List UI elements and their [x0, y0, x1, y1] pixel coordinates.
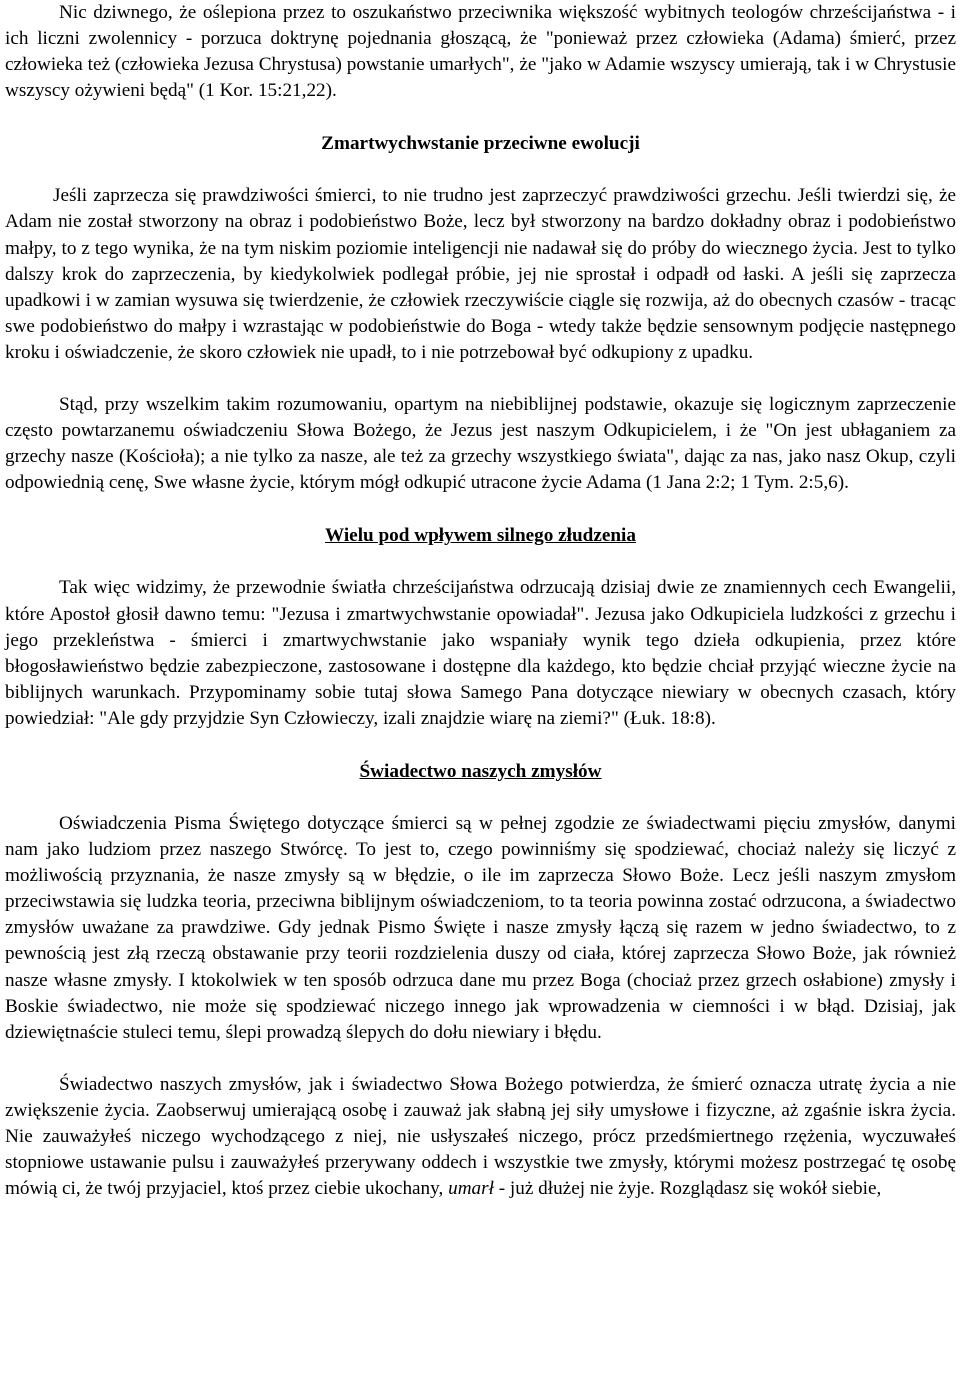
paragraph-redeemer: Stąd, przy wszelkim takim rozumowaniu, opartym na niebiblijnej podstawie, okazuje się logicznym zaprzeczenie często powtarzanemu oświadczeniu Słowa Bożego, że Jezus jest naszym Odkupicielem, i że "On jest ubłaganiem za grzechy nasze (Kościoła); a nie tylko za nasze, ale też za grzechy wszystkiego świata", dając za nas, jako nasz Okup, czyli odpowiednią cenę, Swe własne życie, którym mógł odkupić utracone życie Adama (1 Jana 2:2; 1 Tym. 2:5,6).	[5, 394, 956, 494]
paragraph-death-and-sin: Jeśli zaprzecza się prawdziwości śmierci, to nie trudno jest zaprzeczyć prawdziwości grzechu. Jeśli twierdzi się, że Adam nie został stworzony na obraz i podobieństwo Boże, lecz był stworzony na bardzo dokładny obraz i podobieństwo małpy, to z tego wynika, że na tym niskim poziomie inteligencji nie nadawał się do próby do wiecznego życia. Jest to tylko dalszy krok do zaprzeczenia, by kiedykolwiek podlegał próbie, jej nie sprostał i odpadł od łaski. A jeśli się zaprzecza upadkowi i w zamian wysuwa się twierdzenie, że człowiek rzeczywiście ciągle się rozwija, aż do obecnych czasów - tracąc swe podobieństwo do małpy i wzrastając w podobieństwie do Boga - wtedy także będzie sensownym podjęcie następnego kroku i oświadczenie, że skoro człowiek nie upadł, to i nie potrzebował być odkupiony z upadku.	[5, 185, 956, 363]
paragraph-gospel-features: Tak więc widzimy, że przewodnie światła chrześcijaństwa odrzucają dzisiaj dwie ze znamiennych cech Ewangelii, które Apostoł głosił dawno temu: "Jezusa i zmartwychwstanie opowiadał". Jezusa jako Odkupiciela ludzkości z grzechu i jego przekleństwa - śmierci i zmartwychwstanie jako wspaniały wynik tego dzieła odkupienia, przez które błogosławieństwo będzie zabezpieczone, zastosowane i dostępne dla każdego, kto będzie chciał przyjąć wieczne życie na biblijnych warunkach. Przypominamy sobie tutaj słowa Samego Pana dotyczące niewiary w obecnych czasach, który powiedział: "Ale gdy przyjdzie Syn Człowieczy, izali znajdzie wiarę na ziemi?" (Łuk. 18:8).	[5, 577, 956, 729]
paragraph-death-observed-part-1: Świadectwo naszych zmysłów, jak i świadectwo Słowa Bożego potwierdza, że śmierć oznacza utratę życia a nie zwiększenie życia. Zaobserwuj umierającą osobę i zauważ jak słabną jej siły umysłowe i fizyczne, aż zgaśnie iskra życia. Nie zauważyłeś niczego wychodzącego z niej, nie usłyszałeś niczego, prócz przedśmiertnego rzężenia, wyczuwałeś stopniowe ustawanie pulsu i zauważyłeś przerywany oddech i wszystkie twe zmysły, którymi możesz postrzegać tę osobę mówią ci, że twój przyjaciel, ktoś przez ciebie ukochany,	[5, 1073, 956, 1200]
heading-resurrection-vs-evolution: Zmartwychwstanie przeciwne ewolucji	[321, 133, 640, 155]
emphasis-died: umarł	[448, 1178, 494, 1200]
paragraph-intro: Nic dziwnego, że oślepiona przez to oszukaństwo przeciwnika większość wybitnych teologów chrześcijaństwa - i ich liczni zwolennicy - porzuca doktrynę pojednania głoszącą, że "ponieważ przez człowieka (Adama) śmierć, przez człowieka też (człowieka Jezusa Chrystusa) powstanie umarłych", że "jako w Adamie wszyscy umierają, tak i w Chrystusie wszyscy ożywieni będą" (1 Kor. 15:21,22).	[5, 2, 956, 102]
heading-strong-delusion: Wielu pod wpływem silnego złudzenia	[325, 525, 636, 547]
paragraph-five-senses: Oświadczenia Pisma Świętego dotyczące śmierci są w pełnej zgodzie ze świadectwami pięciu zmysłów, danymi nam jako ludziom przez naszego Stwórcę. To jest to, czego powinniśmy się spodziewać, chociaż należy się liczyć z możliwością przyznania, że nasze zmysły są w błędzie, o ile im zaprzecza Słowo Boże. Lecz jeśli naszym zmysłom przeciwstawia się ludzka teoria, przeciwna biblijnym oświadczeniom, to ta teoria powinna zostać odrzucona, a świadectwo zmysłów uważane za prawdziwe. Gdy jednak Pismo Święte i nasze zmysły łączą się razem w jedno świadectwo, to z pewnością jest złą rzeczą obstawanie przy teorii rozdzielenia duszy od ciała, której zaprzecza Słowo Boże, jak również nasze własne zmysły. I ktokolwiek w ten sposób odrzuca dane mu przez Boga (chociaż przez grzech osłabione) zmysły i Boskie świadectwo, nie może się spodziewać niczego innego jak wprowadzenia w ciemności i w błąd. Dzisiaj, jak dziewiętnaście stuleci temu, ślepi prowadzą ślepych do dołu niewiary i błędu.	[5, 812, 956, 1043]
paragraph-death-observed-part-2: - już dłużej nie żyje. Rozglądasz się wokół siebie,	[498, 1178, 882, 1200]
heading-testimony-of-senses: Świadectwo naszych zmysłów	[359, 760, 602, 782]
paragraph-death-observed	[5, 1072, 956, 1202]
